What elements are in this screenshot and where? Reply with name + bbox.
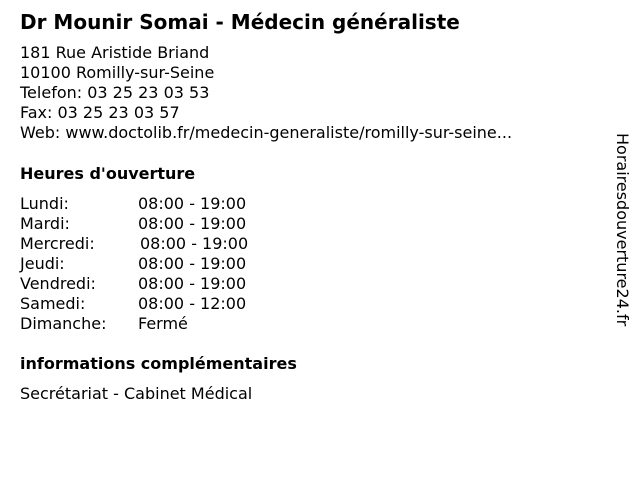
hours-row-wednesday — [20, 234, 320, 254]
time-value: 08:00 - 19:00 — [138, 274, 247, 293]
time-value: 08:00 - 12:00 — [138, 294, 247, 313]
opening-hours-heading: Heures d'ouverture — [20, 164, 196, 183]
address-block — [20, 43, 512, 143]
time-value: Fermé — [138, 314, 188, 333]
hours-row-tuesday — [20, 214, 320, 234]
street-address: 181 Rue Aristide Briand — [20, 43, 210, 62]
additional-info-text: Secrétariat - Cabinet Médical — [20, 384, 253, 403]
phone-number: Telefon: 03 25 23 03 53 — [20, 83, 210, 102]
opening-hours-table — [20, 194, 320, 334]
site-watermark — [611, 133, 633, 373]
time-value: 08:00 - 19:00 — [138, 254, 247, 273]
hours-row-sunday — [20, 314, 320, 334]
time-value: 08:00 - 19:00 — [138, 214, 247, 233]
website-url: Web: www.doctolib.fr/medecin-generaliste/romilly-sur-seine... — [20, 123, 513, 142]
watermark-text: Horairesdouverture24.fr — [613, 133, 632, 327]
day-label: Lundi: — [20, 194, 69, 213]
day-label: Jeudi: — [20, 254, 65, 273]
page-title: Dr Mounir Somai - Médecin généraliste — [20, 10, 460, 34]
additional-info-heading: informations complémentaires — [20, 354, 297, 373]
day-label: Mercredi: — [20, 234, 95, 253]
hours-row-monday — [20, 194, 320, 214]
day-label: Samedi: — [20, 294, 86, 313]
day-label: Dimanche: — [20, 314, 107, 333]
day-label: Vendredi: — [20, 274, 96, 293]
time-value: 08:00 - 19:00 — [140, 234, 249, 253]
hours-row-saturday — [20, 294, 320, 314]
hours-row-thursday — [20, 254, 320, 274]
day-label: Mardi: — [20, 214, 70, 233]
hours-row-friday — [20, 274, 320, 294]
time-value: 08:00 - 19:00 — [138, 194, 247, 213]
fax-number: Fax: 03 25 23 03 57 — [20, 103, 180, 122]
city-address: 10100 Romilly-sur-Seine — [20, 63, 215, 82]
